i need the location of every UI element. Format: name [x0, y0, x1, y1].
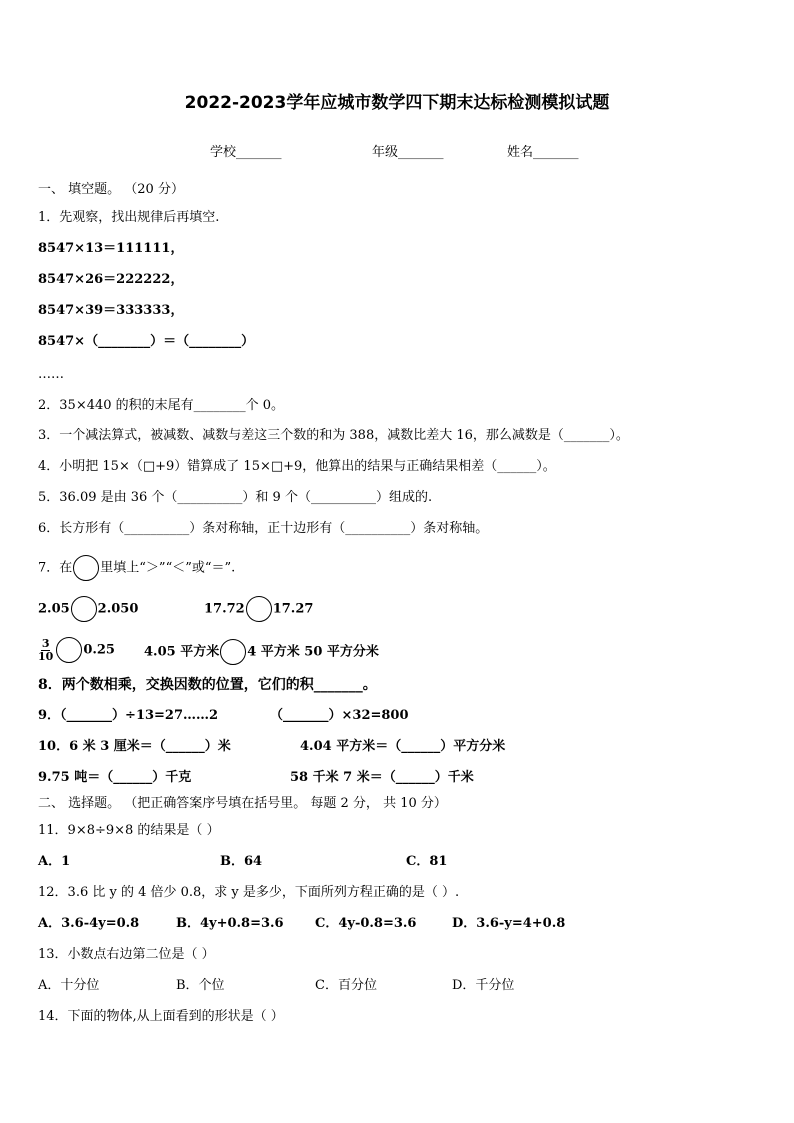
q7-stem [38, 555, 235, 581]
q7-pre: 7．在 [38, 560, 73, 576]
q7b: 17.72 17.27 [204, 596, 313, 622]
q1-stem: 1．先观察，找出规律后再填空. [38, 210, 220, 225]
grade-field: 年级_______ [372, 145, 444, 160]
q6: 6．长方形有（__________）条对称轴，正十边形有（__________）条对称轴。 [38, 521, 489, 536]
q14-stem: 14．下面的物体,从上面看到的形状是（ ） [38, 1009, 284, 1024]
q12-option-a[interactable]: A．3.6-4y=0.8 [38, 916, 140, 931]
q7a: 2.05 2.050 [38, 596, 138, 622]
q1-ellipsis: …… [38, 367, 64, 382]
q9a: 9．（_______）÷13=27……2 [38, 708, 219, 723]
school-field: 学校_______ [210, 145, 282, 160]
q1-line4: 8547×（________）＝（________） [38, 334, 255, 349]
q12-option-b[interactable]: B．4y+0.8=3.6 [176, 916, 284, 931]
fraction: $\frac{3}{10}$ [38, 636, 54, 663]
q9b: （_______）×32=800 [270, 708, 409, 723]
q7-post: 里填上“＞”“＜”或“＝”. [100, 560, 236, 576]
q10d: 58 千米 7 米＝（______）千米 [290, 770, 474, 785]
q2: 2．35×440 的积的末尾有________个 0。 [38, 398, 285, 413]
q12-stem: 12．3.6 比 y 的 4 倍少 0.8，求 y 是多少，下面所列方程正确的是（ ）. [38, 885, 460, 900]
q10b: 4.04 平方米＝（______）平方分米 [300, 739, 506, 754]
q10a: 10．6 米 3 厘米＝（______）米 [38, 739, 231, 754]
compare-circle[interactable] [220, 639, 246, 665]
q7c: $\frac{3}{10}$ 0.25 [38, 636, 115, 663]
q5: 5．36.09 是由 36 个（__________）和 9 个（__________）组成的. [38, 490, 433, 505]
name-field: 姓名_______ [507, 145, 579, 160]
q13-option-d[interactable]: D．千分位 [452, 978, 515, 993]
q1-line2: 8547×26＝222222， [38, 272, 184, 287]
page-title: 2022-2023学年应城市数学四下期末达标检测模拟试题 [184, 93, 610, 113]
q12-option-c[interactable]: C．4y-0.8=3.6 [315, 916, 417, 931]
compare-circle[interactable] [56, 637, 82, 663]
q11-option-a[interactable]: A．1 [38, 854, 71, 869]
q1-line3: 8547×39＝333333， [38, 303, 184, 318]
q3: 3．一个减法算式，被减数、减数与差这三个数的和为 388，减数比差大 16，那么减数是（_______）。 [38, 428, 629, 443]
section1-heading: 一、 填空题。 （20 分） [38, 182, 184, 197]
q13-option-c[interactable]: C．百分位 [315, 978, 377, 993]
q11-option-c[interactable]: C．81 [406, 854, 448, 869]
q13-stem: 13．小数点右边第二位是（ ） [38, 947, 215, 962]
q10c: 9.75 吨＝（______）千克 [38, 770, 192, 785]
q13-option-a[interactable]: A．十分位 [38, 978, 100, 993]
q4: 4．小明把 15×（□+9）错算成了 15×□+9，他算出的结果与正确结果相差（______）。 [38, 459, 556, 474]
compare-circle[interactable] [73, 555, 99, 581]
q13-option-b[interactable]: B．个位 [176, 978, 225, 993]
section2-heading: 二、 选择题。 （把正确答案序号填在括号里。 每题 2 分， 共 10 分） [38, 796, 447, 811]
compare-circle[interactable] [71, 596, 97, 622]
q12-option-d[interactable]: D．3.6-y=4+0.8 [452, 916, 566, 931]
q7d: 4.05 平方米 4 平方米 50 平方分米 [144, 639, 379, 665]
q11-option-b[interactable]: B．64 [220, 854, 263, 869]
q1-line1: 8547×13＝111111， [38, 241, 184, 256]
q8: 8．两个数相乘，交换因数的位置，它们的积_______。 [38, 677, 377, 693]
compare-circle[interactable] [246, 596, 272, 622]
q11-stem: 11．9×8÷9×8 的结果是（ ） [38, 823, 220, 838]
